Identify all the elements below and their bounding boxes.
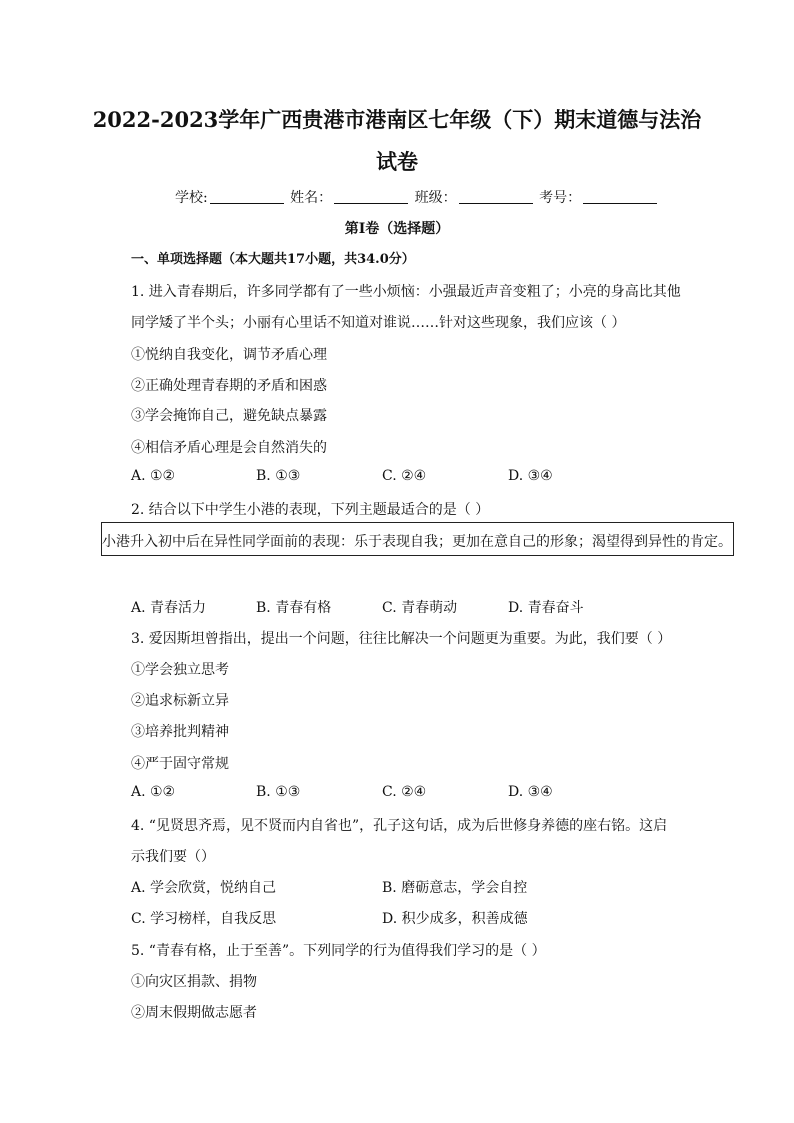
q5-stem: 5. “青春有格，止于至善”。下列同学的行为值得我们学习的是（ ） (131, 943, 546, 959)
class-label: 班级： (414, 190, 457, 206)
q2-option-a: A. 青春活力 (131, 600, 207, 616)
part-title: 第Ⅰ卷（选择题） (344, 221, 450, 237)
q2-material-text: 小港升入初中后在异性同学面前的表现：乐于表现自我；更加在意自己的形象；渴望得到异性的肯定。 (102, 534, 732, 550)
q5-item: ①向灾区捐款、捐物 (131, 974, 257, 990)
q1-item: ②正确处理青春期的矛盾和困惑 (131, 378, 327, 394)
exam-title-line1: 2022-2023学年广西贵港市港南区七年级（下）期末道德与法治 (92, 107, 702, 132)
school-label: 学校: (175, 190, 208, 206)
q2-option-c: C. 青春萌动 (382, 600, 458, 616)
q1-item: ③学会掩饰自己，避免缺点暴露 (131, 408, 327, 424)
q3-item: ②追求标新立异 (131, 693, 229, 709)
q2-stem: 2. 结合以下中学生小港的表现，下列主题最适合的是（ ） (131, 502, 490, 518)
q3-option-c: C. ②④ (382, 784, 427, 800)
q1-option-c: C. ②④ (382, 468, 427, 484)
q4-option-d: D. 积少成多，积善成德 (382, 911, 528, 927)
q3-item: ④严于固守常规 (131, 756, 229, 772)
q1-item: ④相信矛盾心理是会自然消失的 (131, 440, 327, 456)
q3-stem: 3. 爱因斯坦曾指出，提出一个问题，往往比解决一个问题更为重要。为此，我们要（ ） (131, 631, 672, 647)
q3-option-d: D. ③④ (508, 784, 553, 800)
q5-item: ②周末假期做志愿者 (131, 1005, 257, 1021)
q2-option-b: B. 青春有格 (256, 600, 332, 616)
q1-stem-line2: 同学矮了半个头；小丽有心里话不知道对谁说……针对这些现象，我们应该（ ） (131, 315, 626, 331)
q4-stem-line1: 4. “见贤思齐焉，见不贤而内自省也”，孔子这句话，成为后世修身养德的座右铭。这启 (131, 818, 668, 834)
q4-stem-line2: 示我们要（） (131, 849, 215, 865)
q1-item: ①悦纳自我变化，调节矛盾心理 (131, 347, 327, 363)
q1-option-a: A. ①② (131, 468, 176, 484)
q4-option-c: C. 学习榜样，自我反思 (131, 911, 277, 927)
q2-option-d: D. 青春奋斗 (508, 600, 584, 616)
q1-option-d: D. ③④ (508, 468, 553, 484)
school-blank (210, 189, 284, 204)
exam-title-line2: 试卷 (376, 149, 418, 174)
name-label: 姓名： (290, 190, 333, 206)
exam-number-label: 考号： (539, 190, 582, 206)
q4-option-b: B. 磨砺意志，学会自控 (382, 880, 528, 896)
q3-option-a: A. ①② (131, 784, 176, 800)
q1-stem-line1: 1. 进入青春期后，许多同学都有了一些小烦恼：小强最近声音变粗了；小亮的身高比其他 (131, 284, 681, 300)
student-info-fields (175, 187, 659, 207)
q3-item: ①学会独立思考 (131, 662, 229, 678)
class-blank (459, 189, 533, 204)
exam-number-blank (583, 189, 657, 204)
q4-option-a: A. 学会欣赏，悦纳自己 (131, 880, 277, 896)
section-title: 一、单项选择题（本大题共17小题，共34.0分） (131, 252, 415, 267)
q3-option-b: B. ①③ (256, 784, 301, 800)
name-blank (334, 189, 408, 204)
q2-material-box (101, 522, 734, 556)
q1-option-b: B. ①③ (256, 468, 301, 484)
q3-item: ③培养批判精神 (131, 724, 229, 740)
